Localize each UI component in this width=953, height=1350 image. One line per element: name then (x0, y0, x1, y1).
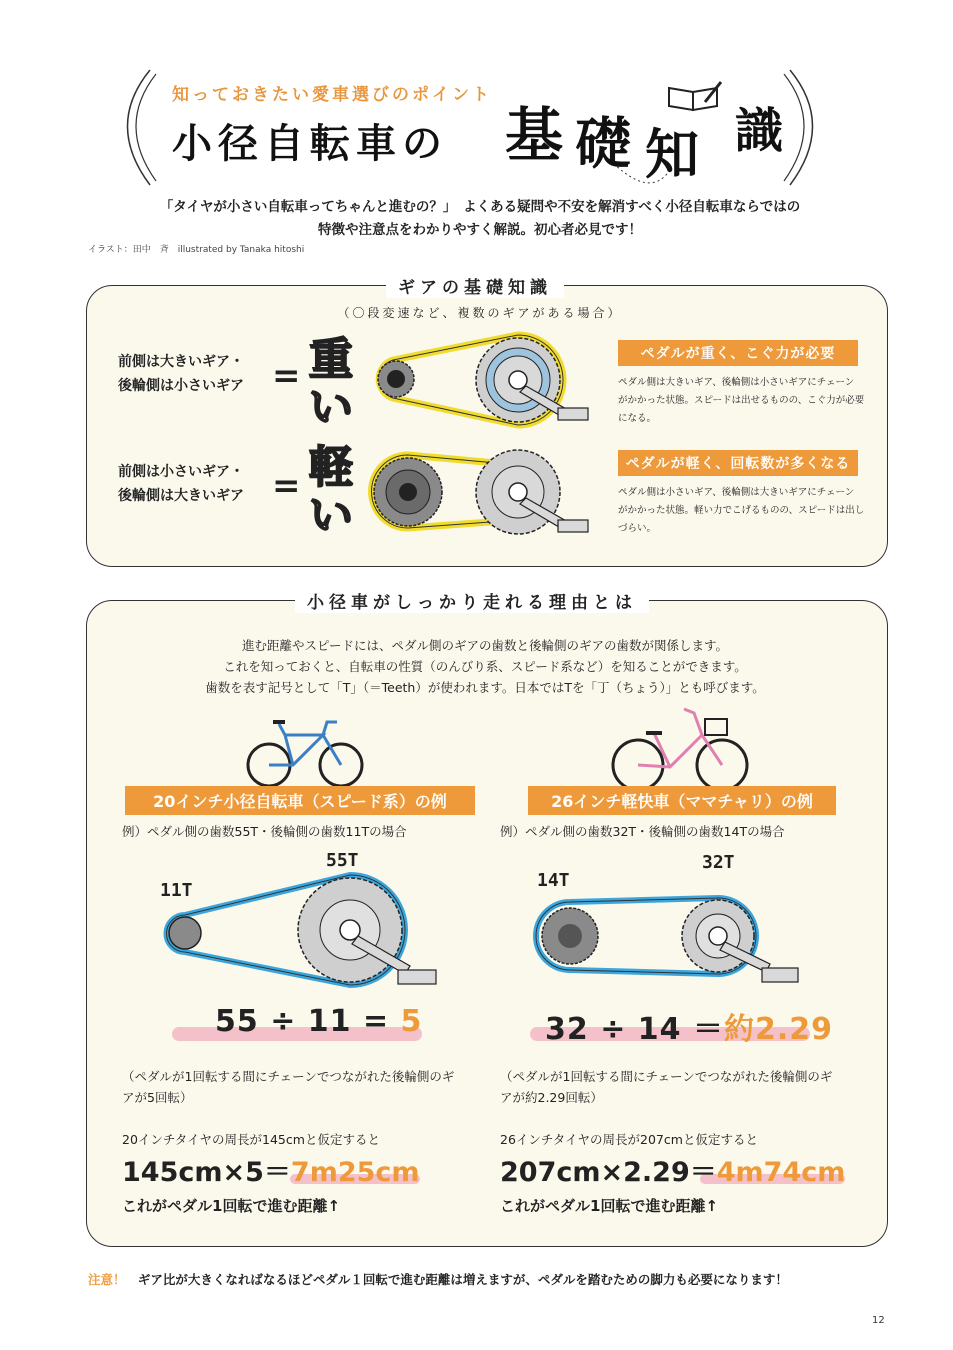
chain-diagram-speed (160, 870, 450, 995)
intro-line: 特徴や注意点をわかりやすく解説。初心者必見です！ (318, 222, 642, 238)
desc-line: がかかった状態。スピードは出せるものの、こぐ力が必要 (618, 395, 865, 406)
body-line: 進む距離やスピードには、ペダル側のギアの歯数と後輪側のギアの歯数が関係します。 (241, 638, 728, 653)
warning-text: ギア比が大きくなればなるほどペダル１回転で進む距離は増えますが、ペダルを踏むための脚力も必要になります！ (137, 1272, 788, 1287)
distance-formula-city (500, 1150, 845, 1189)
heavy-description (618, 374, 868, 428)
front-teeth-city: 32T (702, 852, 735, 873)
desc-line: ペダル側は大きいギア、後輪側は小さいギアにチェーン (618, 377, 855, 388)
note-line: アが5回転） (122, 1090, 193, 1105)
kanji-char: い (309, 382, 353, 433)
note-line: （ペダルが1回転する間にチェーンでつながれた後輪側のギ (500, 1069, 833, 1084)
example-tag-city: 26インチ軽快車（ママチャリ）の例 (528, 786, 836, 815)
ratio-formula-speed (215, 1004, 422, 1039)
heavy-gear-label (118, 350, 244, 398)
heavy-kanji (306, 336, 356, 432)
distance-result: 4m74cm (716, 1157, 846, 1188)
light-gear-illustration (368, 440, 598, 540)
body-line: これを知っておくと、自転車の性質（のんびり系、スピード系など）を知ることができます。 (223, 659, 747, 674)
chain-diagram-city (530, 880, 830, 990)
reason-section-title: 小径車がしっかり走れる理由とは (295, 588, 649, 613)
city-bike-illustration (610, 705, 750, 793)
heavy-gear-illustration (368, 330, 598, 430)
equals-sign: = (272, 466, 301, 506)
distance-expression: 207cm×2.29＝ (500, 1157, 717, 1188)
formula-result: 5 (400, 1004, 423, 1039)
title-kanji-2: 礎 (575, 111, 631, 177)
body-line: 歯数を表す記号として「T」（＝Teeth）が使われます。日本ではTを「丁（ちょう）」とも呼びます。 (205, 680, 765, 695)
heavy-tag: ペダルが重く、こぐ力が必要 (618, 340, 858, 366)
case-speed: 例）ペダル側の歯数55T・後輪側の歯数11Tの場合 (122, 824, 407, 839)
page-title: 小径自転車の (172, 121, 448, 167)
reason-body (140, 635, 830, 698)
ratio-formula-city (545, 1004, 833, 1048)
rotation-note-speed (122, 1066, 482, 1108)
header-kicker: 知っておきたい愛車選びのポイント (172, 85, 492, 105)
desc-line: がかかった状態。軽い力でこげるものの、スピードは出し (618, 505, 865, 516)
formula-expression: 55 ÷ 11 = (215, 1004, 401, 1039)
label-line: 後輪側は大きいギア (118, 488, 244, 504)
note-line: アが約2.29回転） (500, 1090, 603, 1105)
title-kanji-4: 識 (735, 103, 784, 159)
light-kanji (306, 444, 356, 540)
title-kanji-3: 知 (645, 122, 699, 186)
equals-sign: = (272, 356, 301, 396)
distance-expression: 145cm×5＝ (122, 1157, 291, 1188)
light-description (618, 484, 868, 538)
illustration-credit: イラスト：田中 斉 illustrated by Tanaka hitoshi (88, 245, 305, 255)
label-line: 後輪側は小さいギア (118, 378, 244, 394)
case-city: 例）ペダル側の歯数32T・後輪側の歯数14Tの場合 (500, 824, 785, 839)
book-pencil-icon (665, 80, 725, 114)
intro-text (120, 196, 840, 242)
light-gear-label (118, 460, 244, 508)
light-tag: ペダルが軽く、回転数が多くなる (618, 450, 858, 476)
desc-line: ペダル側は小さいギア、後輪側は大きいギアにチェーン (618, 487, 855, 498)
rear-teeth-speed: 11T (160, 880, 193, 901)
formula-expression: 32 ÷ 14 ＝ (545, 1012, 724, 1047)
label-line: 前側は大きいギア・ (118, 354, 244, 370)
label-line: 前側は小さいギア・ (118, 464, 244, 480)
warning-note (88, 1270, 788, 1288)
distance-result: 7m25cm (290, 1157, 420, 1188)
kanji-char: 軽 (309, 442, 353, 493)
page-number: 12 (872, 1315, 885, 1326)
minivelo-bike-illustration (245, 710, 365, 790)
kanji-char: 重 (309, 334, 353, 385)
distance-caption-city: これがペダル1回転で進む距離↑ (500, 1197, 719, 1215)
distance-caption-speed: これがペダル1回転で進む距離↑ (122, 1197, 341, 1215)
intro-line: 「タイヤが小さい自転車ってちゃんと進むの？」 よくある疑問や不安を解消すべく小径自転車ならではの (159, 199, 801, 215)
kanji-char: い (309, 490, 353, 541)
formula-result: 約2.29 (723, 1012, 833, 1047)
title-kanji-1: 基 (505, 101, 564, 169)
tire-assumption-city: 26インチタイヤの周長が207cmと仮定すると (500, 1132, 758, 1147)
gear-section-title: ギアの基礎知識 (386, 273, 564, 298)
desc-line: になる。 (618, 413, 657, 424)
rotation-note-city (500, 1066, 860, 1108)
example-tag-speed: 20インチ小径自転車（スピード系）の例 (125, 786, 475, 815)
note-line: （ペダルが1回転する間にチェーンでつながれた後輪側のギ (122, 1069, 455, 1084)
gear-section-subtitle: （〇段変速など、複数のギアがある場合） (337, 306, 623, 320)
tire-assumption-speed: 20インチタイヤの周長が145cmと仮定すると (122, 1132, 380, 1147)
warning-label: 注意！ (88, 1272, 126, 1287)
distance-formula-speed (122, 1150, 420, 1189)
rear-teeth-city: 14T (537, 870, 570, 891)
front-teeth-speed: 55T (326, 850, 359, 871)
desc-line: づらい。 (618, 523, 657, 534)
